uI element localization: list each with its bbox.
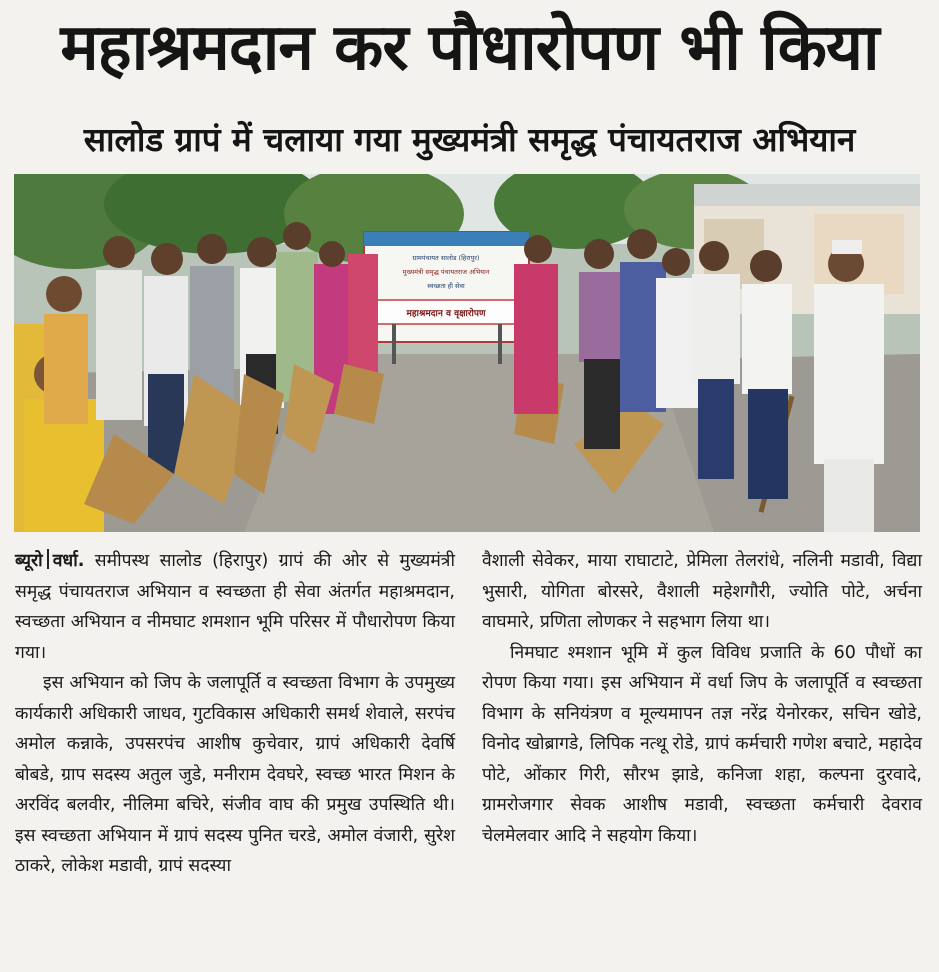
banner-middle-text: मुख्यमंत्री समृद्ध पंचायतराज अभियान (402, 268, 490, 276)
byline-separator (47, 549, 49, 569)
cleanliness-drive-photo (14, 174, 920, 532)
subheadline: सालोड ग्रापं में चलाया गया मुख्यमंत्री समृद्ध पंचायतराज अभियान (83, 120, 856, 159)
paragraph-text: निमघाट श्मशान भूमि में कुल विविध प्रजाति के 60 पौधों का रोपण किया गया। इस अभियान में वर्धा जिप के जलापूर्ति व स्वच्छता विभाग के सनियंत्रण व मूल्यमापन तज्ञ नरेंद्र येनोरकर, सचिन खोडे, विनोद खोब्रागडे, लिपिक नत्थू रोडे, ग्रापं कर्मचारी गणेश बचाटे, महादेव पोटे, ओंकार गिरी, सौरभ झाडे, कनिजा शहा, कल्पना दुरवादे, ग्रामरोजगार सेवक आशीष मडावी, स्वच्छता कर्मचारी देवराव चेलमेलवार आदि ने सहयोग किया। (482, 642, 922, 846)
paragraph-text: इस अभियान को जिप के जलापूर्ति व स्वच्छता विभाग के उपमुख्य कार्यकारी अधिकारी जाधव, गुटविकास अधिकारी समर्थ शेवाले, सरपंच अमोल कन्नाके, उपसरपंच आशीष कुचेवार, ग्रापं अधिकारी देवर्षि बोबडे, ग्राप सदस्य अतुल जुडे, मनीराम देवघरे, स्वच्छ भारत मिशन के अरविंद बलवीर, नीलिमा बचिरे, संजीव वाघ की प्रमुख उपस्थिति थी। इस स्वच्छता अभियान में ग्रापं सदस्य पुनित चरडे, अमोल वंजारी, सुरेश ठाकरे, लोकेश मडावी, ग्रापं सदस्या (15, 673, 455, 876)
article-paragraph (15, 546, 455, 668)
article-column-left (15, 546, 455, 882)
banner-sub-text: स्वच्छता ही सेवा (427, 282, 465, 290)
paragraph-text: समीपस्थ सालोड (हिरापुर) ग्रापं की ओर से मुख्यमंत्री समृद्ध पंचायतराज अभियान व स्वच्छता ही सेवा अंतर्गत महाश्रमदान, स्वच्छता अभियान व नीमघाट शमशान भूमि परिसर में पौधारोपण किया गया। (15, 551, 455, 663)
byline: ब्यूरो (15, 551, 43, 571)
dateline-place: वर्धा. (52, 551, 85, 571)
headline: महाश्रमदान कर पौधारोपण भी किया (60, 11, 879, 85)
article-column-right (482, 546, 922, 851)
banner-bottom-text: महाश्रमदान व वृक्षारोपण (406, 309, 486, 319)
news-photo (14, 174, 920, 532)
banner-top-text: ग्रामपंचायत सालोड (हिरापुर) (412, 254, 480, 262)
paragraph-text: वैशाली सेवेकर, माया राघाटाटे, प्रेमिला तेलरांधे, नलिनी मडावी, विद्या भुसारी, योगिता बोरसरे, वैशाली महेशगौरी, ज्योति पोटे, अर्चना वाघमारे, प्रणिता लोणकर ने सहभाग लिया था। (482, 551, 922, 632)
